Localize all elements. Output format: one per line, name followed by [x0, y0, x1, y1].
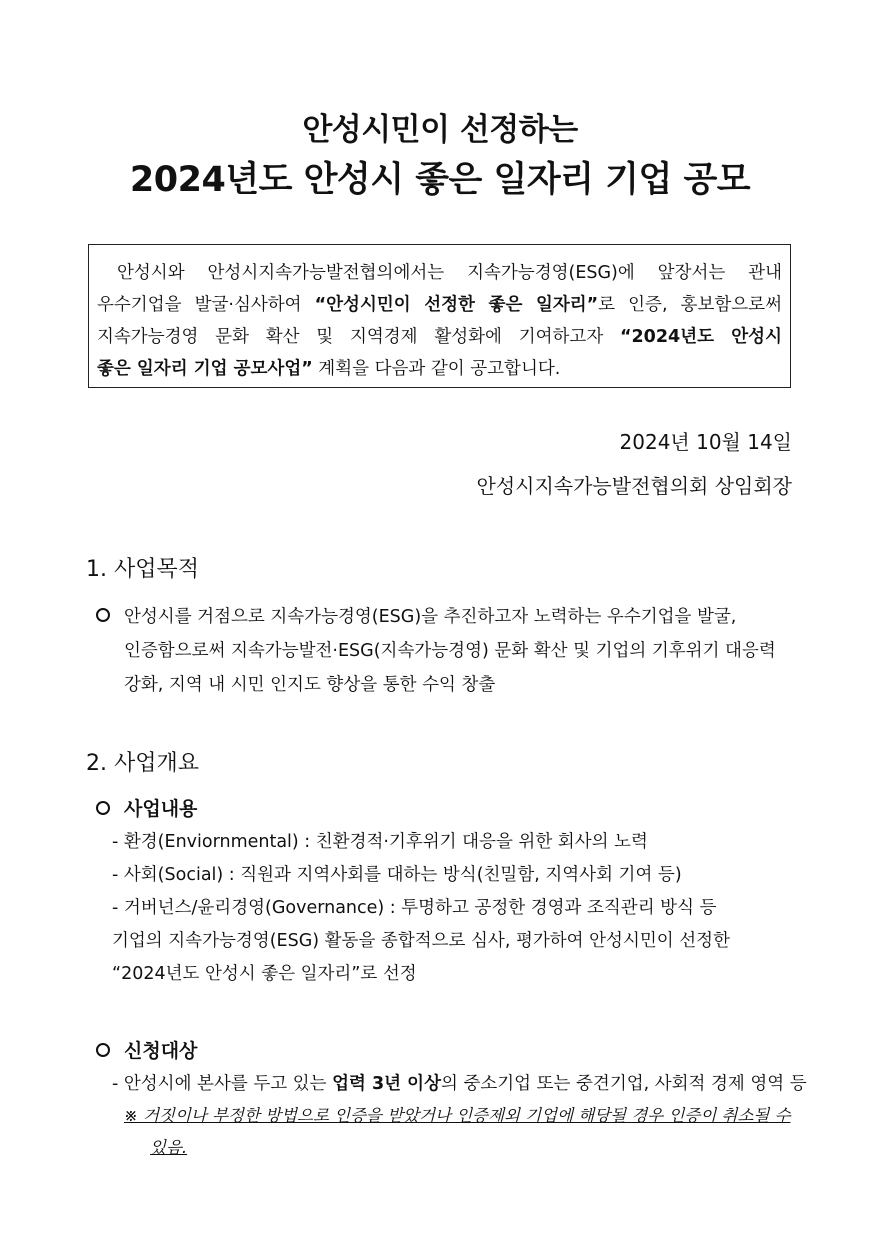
intro-line-4	[97, 353, 782, 385]
intro-text: 우수기업을 발굴·심사하여	[97, 295, 315, 315]
subsection-target-title	[96, 1036, 197, 1063]
section-1-body	[96, 600, 776, 702]
target-text: - 안성시에 본사를 두고 있는	[112, 1074, 333, 1094]
content-item: “2024년도 안성시 좋은 일자리”로 선정	[112, 964, 417, 984]
section-1-heading: 1. 사업목적	[86, 557, 199, 582]
subsection-content-body	[112, 826, 730, 991]
section-1-line: 안성시를 거점으로 지속가능경영(ESG)을 추진하고자 노력하는 우수기업을 발굴,	[124, 607, 737, 627]
section-2-heading: 2. 사업개요	[86, 751, 199, 776]
organization-signature: 안성시지속가능발전협의회 상임회장	[476, 474, 792, 498]
intro-emphasis: “2024년도 안성시	[619, 327, 782, 347]
intro-box	[88, 244, 791, 388]
subsection-target-body	[112, 1068, 807, 1164]
announcement-date: 2024년 10월 14일	[619, 430, 792, 454]
intro-line-3	[97, 321, 782, 353]
hollow-circle-bullet-icon	[96, 801, 110, 815]
target-emphasis: 업력 3년 이상	[332, 1074, 441, 1094]
intro-text: 계획을 다음과 같이 공고합니다.	[312, 359, 561, 379]
content-item: - 거버넌스/윤리경영(Governance) : 투명하고 공정한 경영과 조직관리 방식 등	[112, 898, 717, 918]
subsection-title-text: 신청대상	[124, 1040, 198, 1062]
target-note: 있음.	[150, 1138, 188, 1157]
target-item	[112, 1068, 807, 1100]
content-item: - 환경(Enviornmental) : 친환경적·기후위기 대응을 위한 회사의 노력	[112, 832, 648, 852]
intro-line-1: 안성시와 안성시지속가능발전협의에서는 지속가능경영(ESG)에 앞장서는 관내	[117, 263, 782, 283]
intro-text: 지속가능경영 문화 확산 및 지역경제 활성화에 기여하고자	[97, 327, 620, 347]
subsection-content-title	[96, 794, 197, 821]
title-line-2: 2024년도 안성시 좋은 일자리 기업 공모	[129, 160, 751, 200]
subsection-title-text: 사업내용	[124, 798, 198, 820]
hollow-circle-bullet-icon	[96, 1043, 110, 1057]
intro-line-2	[97, 289, 782, 321]
section-1-line: 강화, 지역 내 시민 인지도 향상을 통한 수익 창출	[124, 675, 496, 695]
hollow-circle-bullet-icon	[96, 608, 110, 622]
intro-emphasis: 좋은 일자리 기업 공모사업”	[97, 359, 313, 379]
intro-emphasis: “안성시민이 선정한 좋은 일자리”	[314, 295, 599, 315]
intro-text: 로 인증, 홍보함으로써	[598, 295, 782, 315]
content-item: - 사회(Social) : 직원과 지역사회를 대하는 방식(친밀함, 지역사회 기여 등)	[112, 865, 682, 885]
target-note: ※ 거짓이나 부정한 방법으로 인증을 받았거나 인증제외 기업에 해당될 경우 인증이 취소될 수	[124, 1106, 791, 1125]
section-1-line: 인증함으로써 지속가능발전·ESG(지속가능경영) 문화 확산 및 기업의 기후위기 대응력	[124, 641, 776, 661]
target-text: 의 중소기업 또는 중견기업, 사회적 경제 영역 등	[440, 1074, 807, 1094]
title-line-1: 안성시민이 선정하는	[302, 112, 578, 148]
content-item: 기업의 지속가능경영(ESG) 활동을 종합적으로 심사, 평가하여 안성시민이 선정한	[112, 931, 730, 951]
